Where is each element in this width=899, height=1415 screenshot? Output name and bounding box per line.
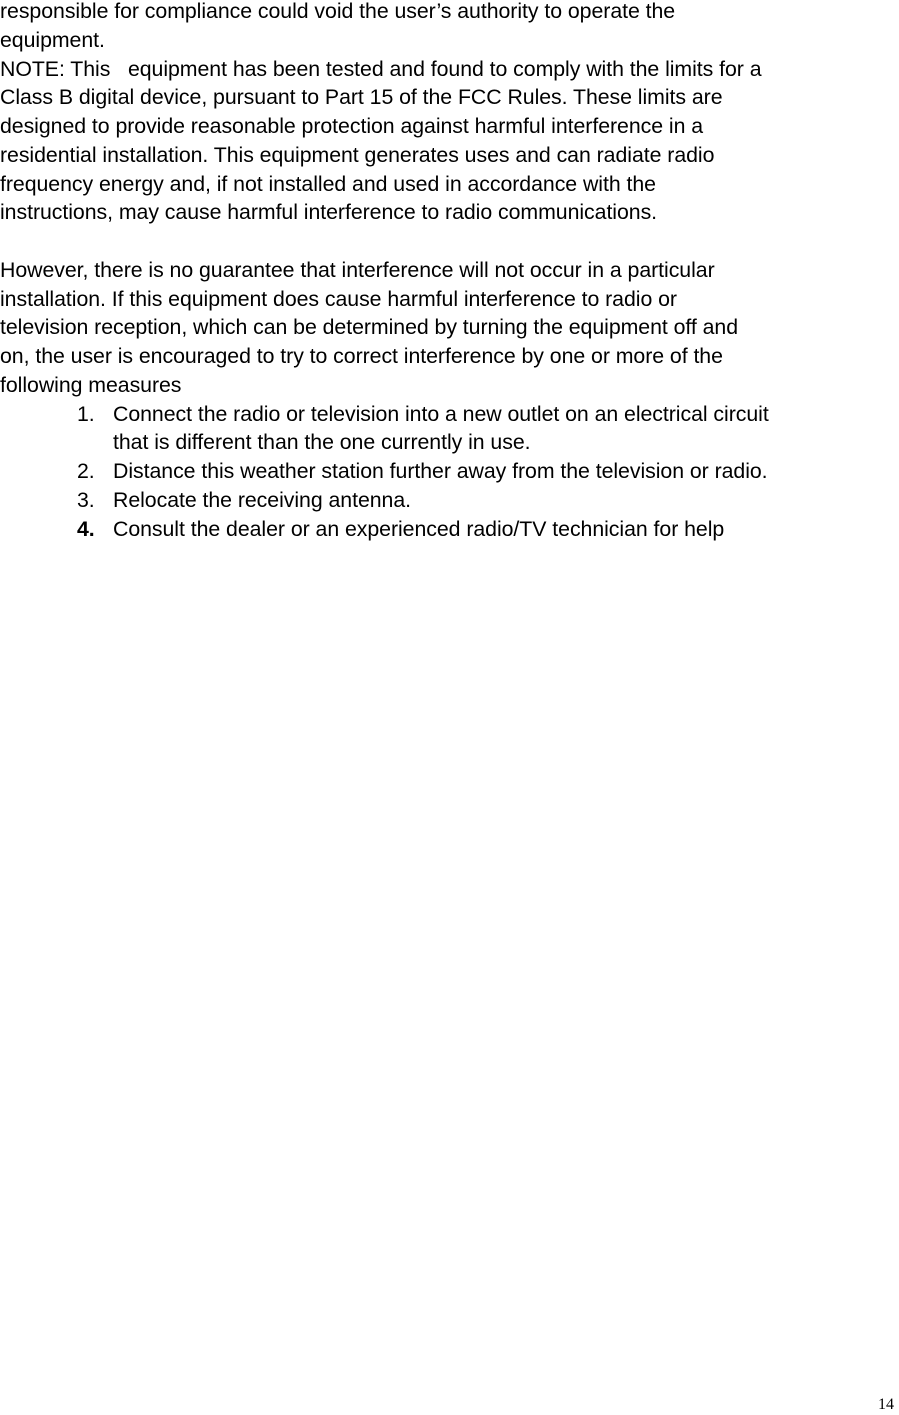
text-line: television reception, which can be determined by turning the equipment off and xyxy=(0,315,739,340)
text-line: However, there is no guarantee that interference will not occur in a particular xyxy=(0,257,715,282)
text-line: equipment. xyxy=(0,27,105,52)
text-line: designed to provide reasonable protection against harmful interference in a xyxy=(0,114,704,138)
document-body xyxy=(0,0,899,543)
paragraph-spacer xyxy=(0,227,899,256)
measure-text-line: Consult the dealer or an experienced radio/TV technician for help xyxy=(113,516,725,541)
interference-paragraph xyxy=(0,256,899,400)
measure-number: 3. xyxy=(77,487,95,512)
text-line: installation. If this equipment does cause harmful interference to radio or xyxy=(0,286,677,311)
text-line: following measures xyxy=(0,372,182,397)
compliance-paragraph xyxy=(0,0,899,55)
text-line: frequency energy and, if not installed and used in accordance with the xyxy=(0,171,656,196)
text-line: instructions, may cause harmful interference to radio communications. xyxy=(0,200,658,225)
measure-item-4 xyxy=(0,515,899,544)
measure-number: 2. xyxy=(77,459,95,483)
measure-text-line: Relocate the receiving antenna. xyxy=(113,487,411,512)
measure-text-line: Connect the radio or television into a new outlet on an electrical circuit xyxy=(113,401,769,426)
text-line: responsible for compliance could void the user’s authority to operate the xyxy=(0,0,676,23)
measure-number: 4. xyxy=(77,516,95,541)
text-line: Class B digital device, pursuant to Part 15 of the FCC Rules. These limits are xyxy=(0,85,723,110)
text-line: residential installation. This equipment generates uses and can radiate radio xyxy=(0,142,715,167)
fcc-note-paragraph xyxy=(0,55,899,228)
measure-item-2 xyxy=(0,457,899,486)
text-line: NOTE: This equipment has been tested and found to comply with the limits for a xyxy=(0,56,762,81)
measure-item-3 xyxy=(0,486,899,515)
measures-list xyxy=(0,400,899,544)
measure-text-line: that is different than the one currently in use. xyxy=(113,430,531,455)
measure-number: 1. xyxy=(77,401,95,426)
page-number: 14 xyxy=(878,1396,894,1413)
measure-text-line: Distance this weather station further away from the television or radio. xyxy=(113,459,768,483)
measure-item-1 xyxy=(0,400,899,458)
text-line: on, the user is encouraged to try to correct interference by one or more of the xyxy=(0,344,723,368)
